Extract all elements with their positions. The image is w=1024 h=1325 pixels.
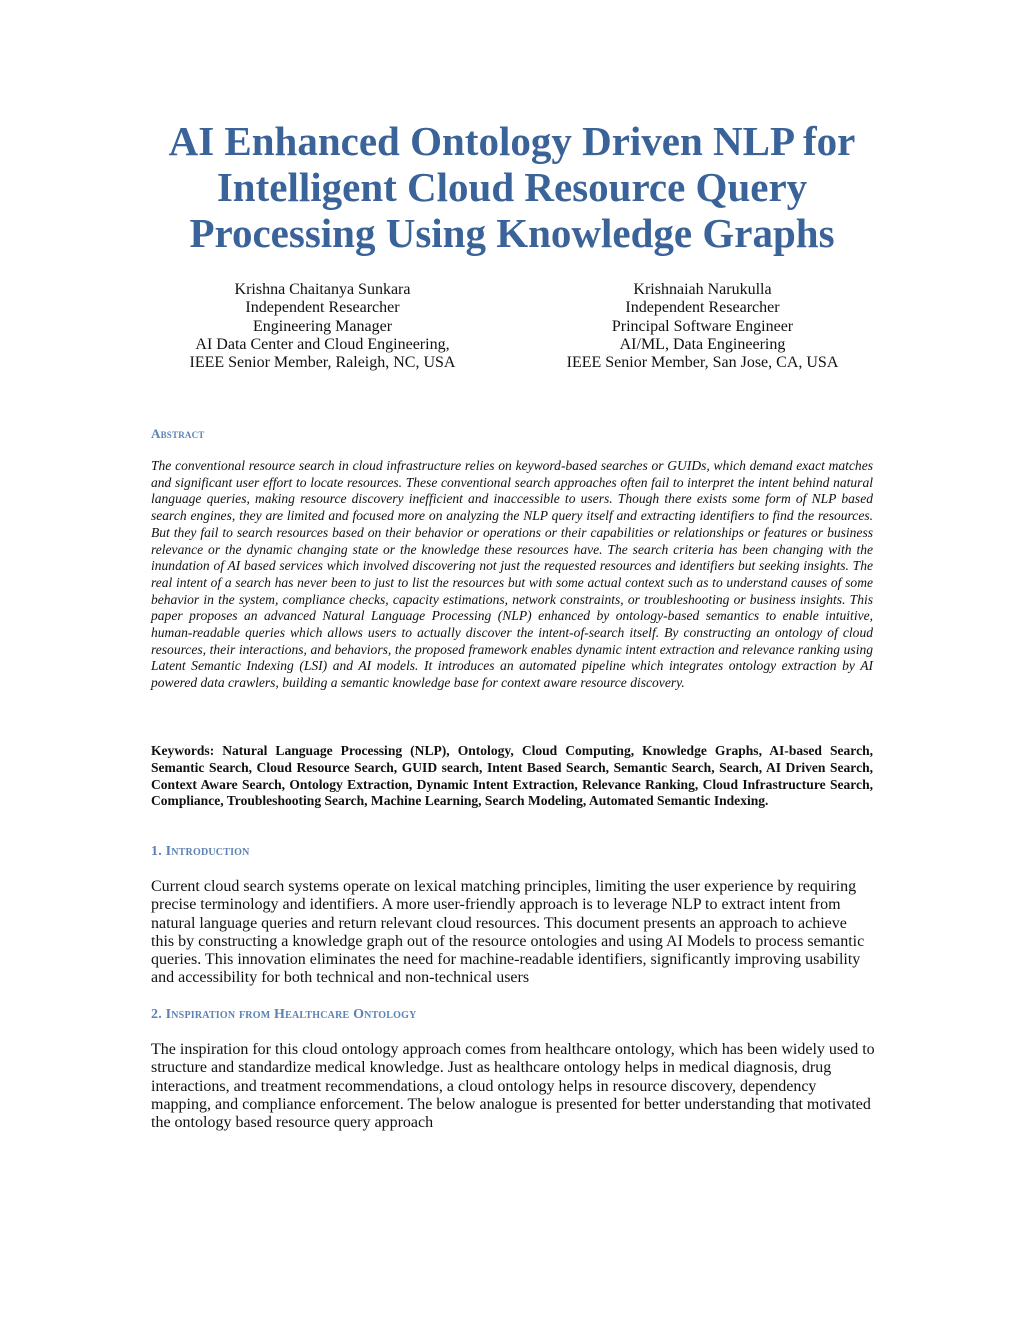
author-department: AI/ML, Data Engineering <box>619 335 786 353</box>
author-department: AI Data Center and Cloud Engineering, <box>195 335 450 353</box>
author-affiliation: Independent Researcher <box>625 299 780 317</box>
inspiration-text: The inspiration for this cloud ontology approach comes from healthcare ontology, which has been widely used to structure and standardize medical knowledge. Just as healthcare ontology helps in medical diagnosis, drug interactions, and treatment recommendations, a cloud ontology helps in resource discovery, dependency mapping, and compliance enforcement. The below analogue is presented for better understanding that motivated the ontology based resource query approach <box>151 1041 875 1132</box>
section-title: Inspiration from Healthcare Ontology <box>165 1007 417 1022</box>
section-title: Introduction <box>165 844 250 859</box>
abstract-text: The conventional resource search in cloud infrastructure relies on keyword-based searches or GUIDs, which demand exact matches and significant user effort to locate resources. These conventional search approaches often fail to interpret the intent behind natural language queries, making resource discovery inefficient and inaccessible to users. Though there exists some form of NLP based search engines, they are limited and focused more on analyzing the NLP query itself and extracting identifiers to find the resources. But they fail to search resources based on their behavior or operations or their capabilities or relationships or features or business relevance or the dynamic changing state or the knowledge these resources have. The search criteria has been changing with the inundation of AI based services which involved discovering not just the requested resources and identifiers but seeking insights. The real intent of a search has never been to just to list the resources but with some actual context such as to understand causes of some behavior in the system, compliance checks, capacity estimations, network constraints, or troubleshooting or business insights. This paper proposes an advanced Natural Language Processing (NLP) enhanced by ontology-based semantics to enable intuitive, human-readable queries which allows users to actually discover the intent-of-search itself. By constructing an ontology of cloud resources, their interactions, and behaviors, the proposed framework enables dynamic intent extraction and relevance ranking using Latent Semantic Indexing (LSI) and AI models. It introduces an automated pipeline which integrates ontology extraction by AI powered data crawlers, building a semantic knowledge base for context aware resource discovery. <box>151 458 873 691</box>
introduction-text: Current cloud search systems operate on lexical matching principles, limiting the user experience by requiring precise terminology and identifiers. A more user-friendly approach is to leverage NLP to extract intent from natural language queries and return relevant cloud resources. This document presents an approach to achieve this by constructing a knowledge graph out of the resource ontologies and using AI Models to process semantic queries. This innovation eliminates the need for machine-readable identifiers, significantly improving usability and accessibility for both technical and non-technical users <box>151 878 865 987</box>
author-role: Principal Software Engineer <box>611 317 794 335</box>
author-block-1 <box>160 281 485 372</box>
author-block-2 <box>540 281 865 372</box>
section-number: 2. <box>151 1007 162 1022</box>
abstract-heading: Abstract <box>151 426 205 441</box>
author-name: Krishnaiah Narukulla <box>633 281 772 298</box>
section-number: 1. <box>151 844 162 859</box>
author-location: IEEE Senior Member, Raleigh, NC, USA <box>189 354 456 372</box>
author-affiliation: Independent Researcher <box>245 299 400 317</box>
introduction-heading <box>151 844 250 860</box>
author-name: Krishna Chaitanya Sunkara <box>234 281 411 298</box>
author-role: Engineering Manager <box>252 317 393 335</box>
inspiration-heading <box>151 1007 417 1023</box>
paper-title: AI Enhanced Ontology Driven NLP for Intelligent Cloud Resource Query Processing Using Knowledge Graphs <box>168 118 856 256</box>
author-location: IEEE Senior Member, San Jose, CA, USA <box>566 354 839 372</box>
keywords: Keywords: Natural Language Processing (NLP), Ontology, Cloud Computing, Knowledge Graphs, AI-based Search, Semantic Search, Cloud Resource Search, GUID search, Intent Based Search, Semantic Search, Search, AI Driven Search, Context Aware Search, Ontology Extraction, Dynamic Intent Extraction, Relevance Ranking, Cloud Infrastructure Search, Compliance, Troubleshooting Search, Machine Learning, Search Modeling, Automated Semantic Indexing. <box>151 743 873 809</box>
